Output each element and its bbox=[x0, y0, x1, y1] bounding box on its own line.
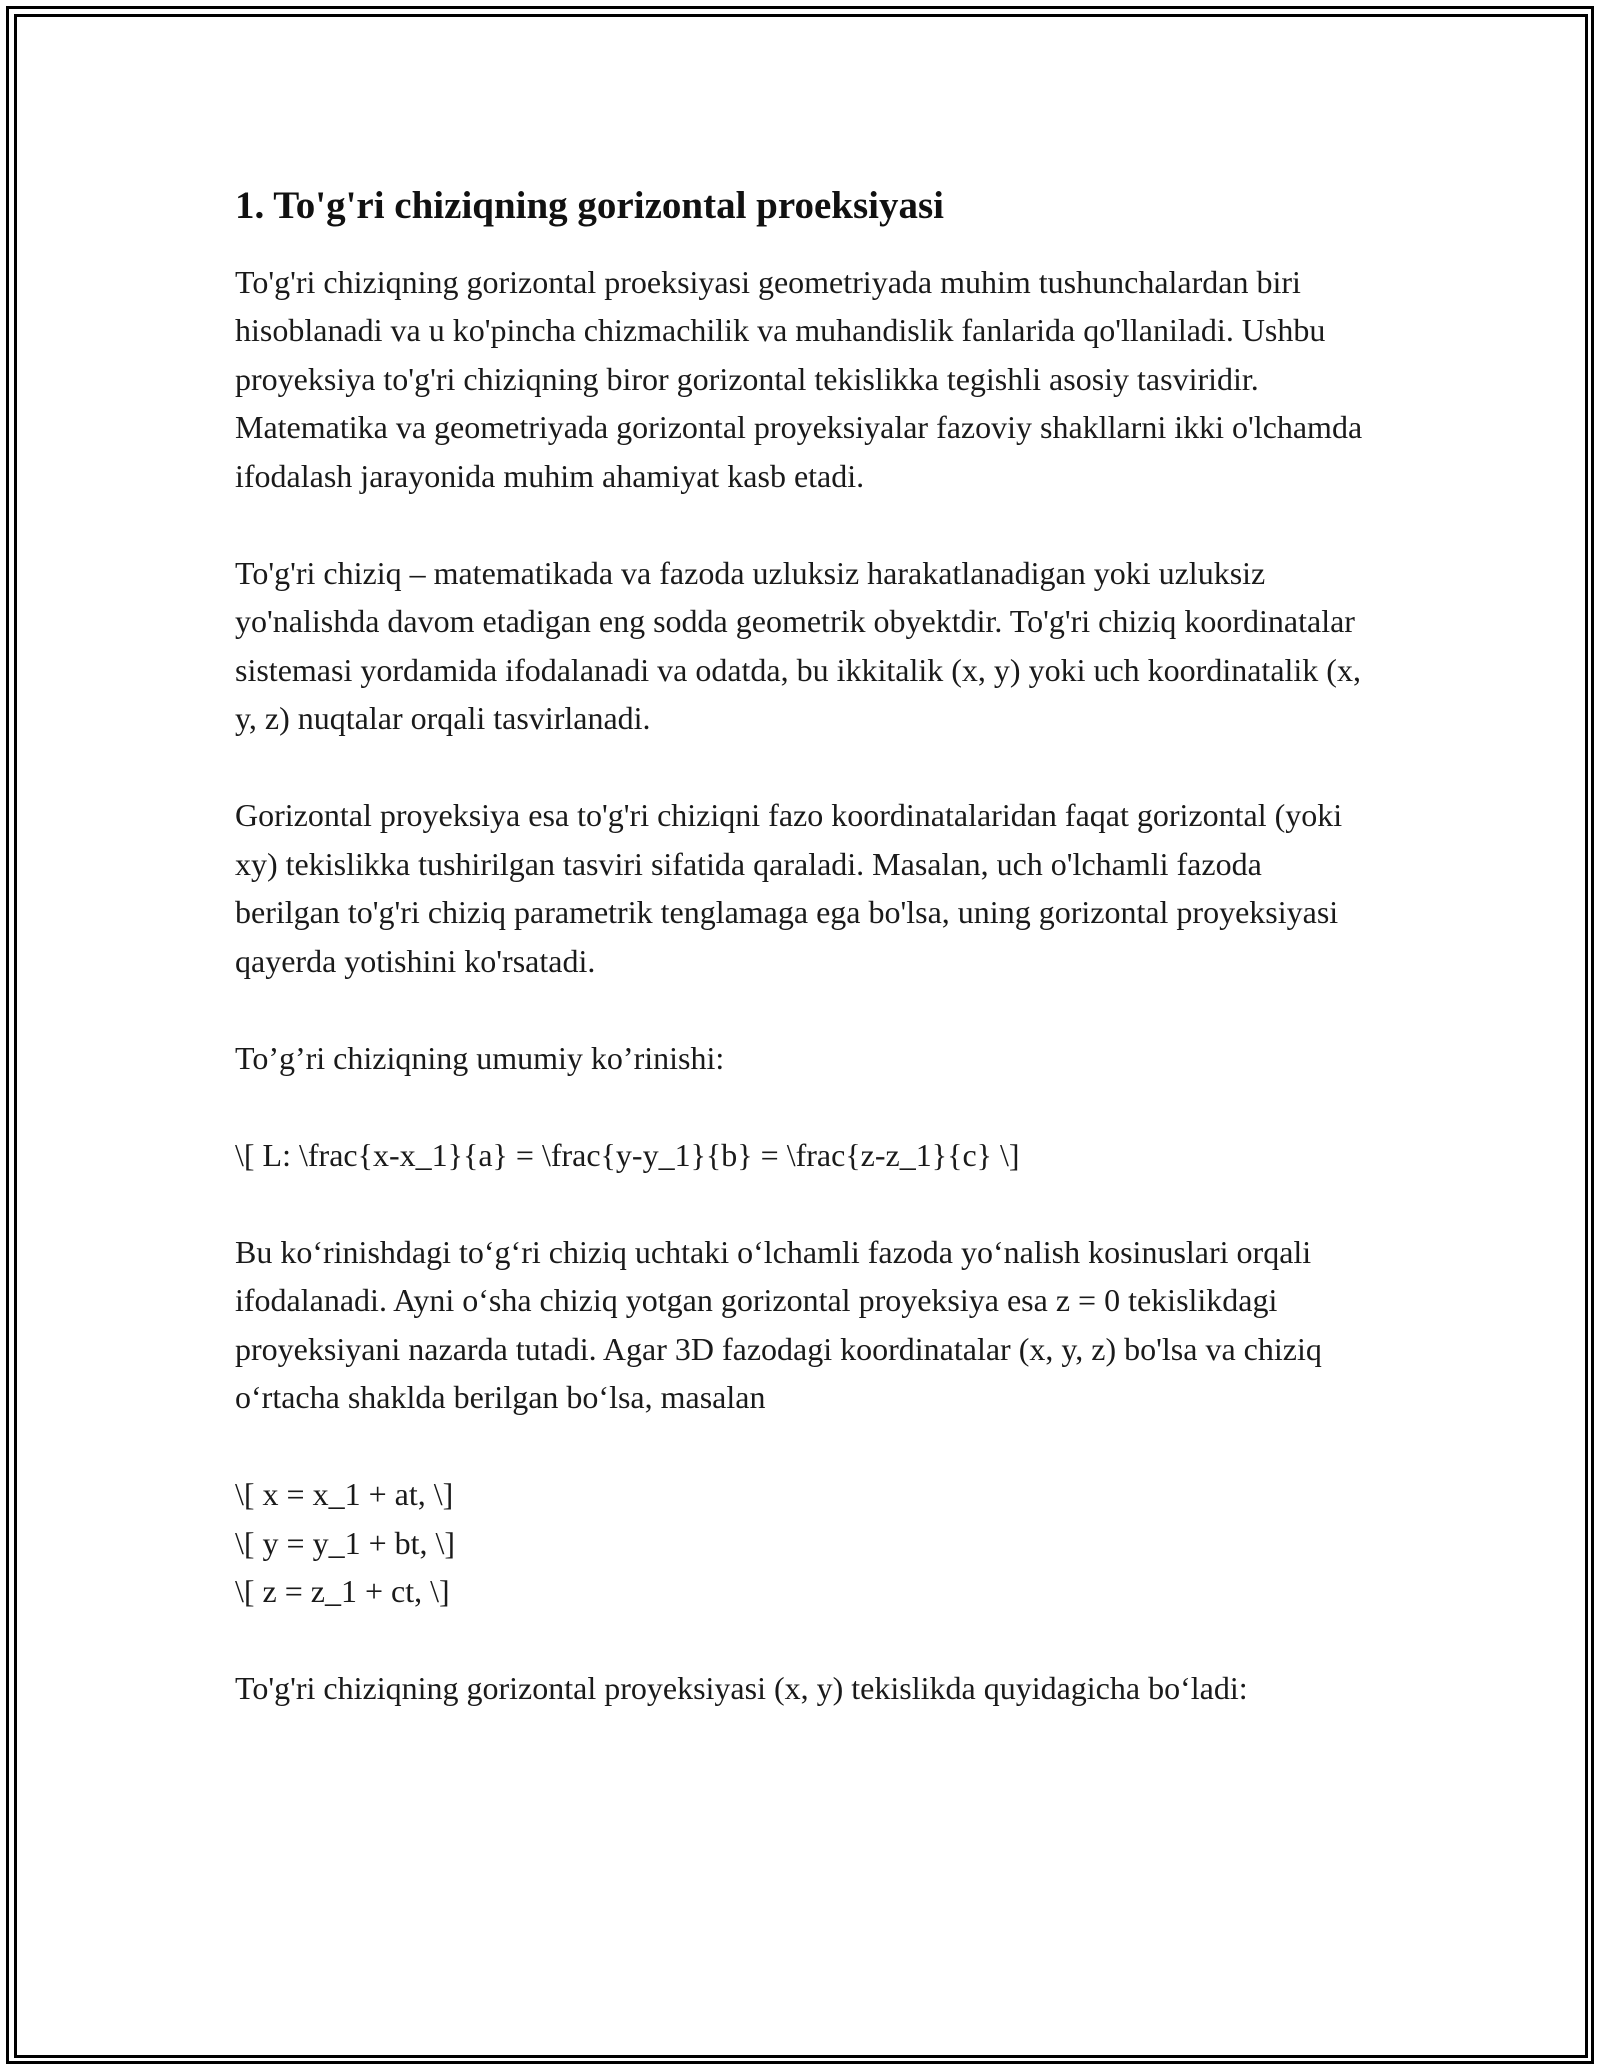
canonical-equation: \[ L: \frac{x-x_1}{a} = \frac{y-y_1}{b} = \frac{z-z_1}{c} \] bbox=[235, 1136, 1020, 1173]
equation-y: \[ y = y_1 + bt, \] bbox=[235, 1524, 456, 1561]
equation-z: \[ z = z_1 + ct, \] bbox=[235, 1573, 450, 1610]
paragraph-general-form-label: To’g’ri chiziqning umumiy ko’rinishi: bbox=[235, 1039, 725, 1076]
section-title: 1. To'g'ri chiziqning gorizontal proeksiyasi bbox=[235, 184, 944, 227]
equation-x: \[ x = x_1 + at, \] bbox=[235, 1476, 454, 1513]
parametric-equations bbox=[235, 1470, 1365, 1616]
paragraph-direction-cosines: Bu ko‘rinishdagi to‘g‘ri chiziq uchtaki o‘lchamli fazoda yo‘nalish kosinuslari orqali ifodalanadi. Ayni o‘sha chiziq yotgan gorizontal proyeksiya esa z = 0 tekislikdagi proyeksiyani nazarda tutadi. Agar 3D fazodagi koordinatalar (x, y, z) bo'lsa va chiziq o‘rtacha shaklda berilgan bo‘lsa, masalan bbox=[235, 1233, 1322, 1416]
paragraph-intro: To'g'ri chiziqning gorizontal proeksiyasi geometriyada muhim tushunchalardan biri hisoblanadi va u ko'pincha chizmachilik va muhandislik fanlarida qo'llaniladi. Ushbu proyeksiya to'g'ri chiziqning biror gorizontal tekislikka tegishli asosiy tasviridir. Matematika va geometriyada gorizontal proyeksiyalar fazoviy shakllarni ikki o'lchamda ifodalash jarayonida muhim ahamiyat kasb etadi. bbox=[235, 263, 1363, 494]
paragraph-closing: To'g'ri chiziqning gorizontal proyeksiyasi (x, y) tekislikda quyidagicha bo‘ladi: bbox=[235, 1670, 1248, 1707]
paragraph-projection: Gorizontal proyeksiya esa to'g'ri chiziqni fazo koordinatalaridan faqat gorizontal (yoki xy) tekislikka tushirilgan tasviri sifatida qaraladi. Masalan, uch o'lchamli fazoda berilgan to'g'ri chiziq parametrik tenglamaga ega bo'lsa, uning gorizontal proyeksiyasi qayerda yotishini ko'rsatadi. bbox=[235, 797, 1343, 979]
paragraph-line-definition: To'g'ri chiziq – matematikada va fazoda uzluksiz harakatlanadigan yoki uzluksiz yo'nalishda davom etadigan eng sodda geometrik obyektdir. To'g'ri chiziq koordinatalar sistemasi yordamida ifodalanadi va odatda, bu ikkitalik (x, y) yoki uch koordinatalik (x, y, z) nuqtalar orqali tasvirlanadi. bbox=[235, 554, 1361, 737]
document-body bbox=[235, 183, 1365, 1761]
